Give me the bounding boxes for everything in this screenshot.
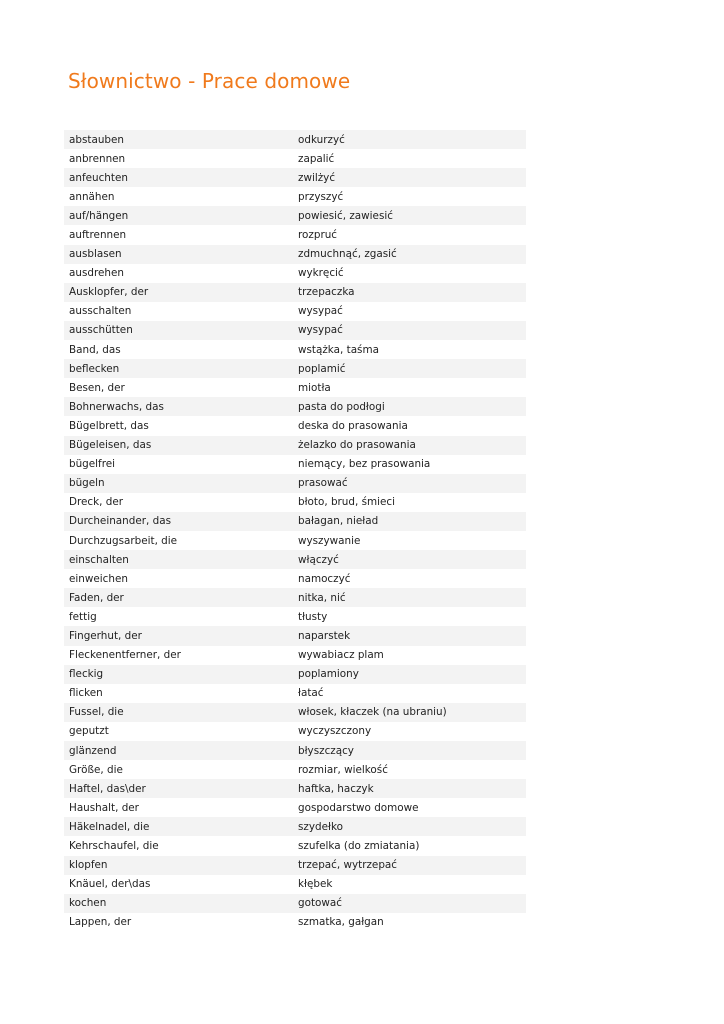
polish-translation: wyczyszczony bbox=[298, 725, 372, 738]
polish-translation: gospodarstwo domowe bbox=[298, 801, 419, 814]
german-term: annähen bbox=[69, 190, 115, 203]
german-term: Ausklopfer, der bbox=[69, 286, 149, 299]
polish-translation: zapalić bbox=[298, 152, 335, 165]
german-term: Bügelbrett, das bbox=[69, 419, 149, 432]
table-row bbox=[64, 130, 526, 149]
polish-translation: kłębek bbox=[298, 878, 333, 891]
polish-translation: poplamić bbox=[298, 362, 346, 375]
table-row bbox=[64, 416, 526, 435]
polish-translation: trzepać, wytrzepać bbox=[298, 859, 397, 872]
german-term: geputzt bbox=[69, 725, 109, 738]
table-row bbox=[64, 149, 526, 168]
table-row bbox=[64, 741, 526, 760]
polish-translation: rozpruć bbox=[298, 229, 338, 242]
german-term: auftrennen bbox=[69, 229, 127, 242]
table-row bbox=[64, 321, 526, 340]
table-row bbox=[64, 531, 526, 550]
german-term: Haushalt, der bbox=[69, 801, 139, 814]
polish-translation: gotować bbox=[298, 897, 342, 910]
polish-translation: tłusty bbox=[298, 610, 328, 623]
german-term: ausblasen bbox=[69, 248, 122, 261]
german-term: Fleckenentferner, der bbox=[69, 649, 181, 662]
table-row bbox=[64, 550, 526, 569]
polish-translation: łatać bbox=[298, 687, 324, 700]
polish-translation: wykręcić bbox=[298, 267, 344, 280]
german-term: Kehrschaufel, die bbox=[69, 840, 159, 853]
german-term: Besen, der bbox=[69, 381, 125, 394]
polish-translation: błyszczący bbox=[298, 744, 354, 757]
polish-translation: włosek, kłaczek (na ubraniu) bbox=[298, 706, 447, 719]
german-term: fleckig bbox=[69, 668, 104, 681]
german-term: klopfen bbox=[69, 859, 108, 872]
polish-translation: nitka, nić bbox=[298, 591, 346, 604]
table-row bbox=[64, 856, 526, 875]
polish-translation: pasta do podłogi bbox=[298, 400, 385, 413]
table-row bbox=[64, 817, 526, 836]
german-term: anfeuchten bbox=[69, 171, 128, 184]
table-row bbox=[64, 703, 526, 722]
page-title: Słownictwo - Prace domowe bbox=[68, 69, 351, 93]
german-term: anbrennen bbox=[69, 152, 126, 165]
polish-translation: szufelka (do zmiatania) bbox=[298, 840, 420, 853]
table-row bbox=[64, 894, 526, 913]
polish-translation: bałagan, nieład bbox=[298, 515, 379, 528]
vocabulary-table bbox=[64, 130, 526, 932]
german-term: glänzend bbox=[69, 744, 117, 757]
german-term: Fussel, die bbox=[69, 706, 124, 719]
german-term: Faden, der bbox=[69, 591, 124, 604]
polish-translation: odkurzyć bbox=[298, 133, 345, 146]
table-row bbox=[64, 836, 526, 855]
german-term: Bügeleisen, das bbox=[69, 439, 152, 452]
german-term: Durcheinander, das bbox=[69, 515, 171, 528]
polish-translation: niemący, bez prasowania bbox=[298, 458, 431, 471]
polish-translation: włączyć bbox=[298, 553, 339, 566]
polish-translation: wywabiacz plam bbox=[298, 649, 384, 662]
polish-translation: przyszyć bbox=[298, 190, 344, 203]
table-row bbox=[64, 397, 526, 416]
german-term: Bohnerwachs, das bbox=[69, 400, 164, 413]
polish-translation: wysypać bbox=[298, 324, 343, 337]
polish-translation: błoto, brud, śmieci bbox=[298, 496, 396, 509]
polish-translation: trzepaczka bbox=[298, 286, 355, 299]
german-term: Dreck, der bbox=[69, 496, 124, 509]
table-row bbox=[64, 378, 526, 397]
polish-translation: rozmiar, wielkość bbox=[298, 763, 388, 776]
table-row bbox=[64, 665, 526, 684]
german-term: Band, das bbox=[69, 343, 121, 356]
polish-translation: naparstek bbox=[298, 629, 351, 642]
table-row bbox=[64, 264, 526, 283]
polish-translation: haftka, haczyk bbox=[298, 782, 374, 795]
polish-translation: żelazko do prasowania bbox=[298, 439, 416, 452]
table-row bbox=[64, 646, 526, 665]
polish-translation: wyszywanie bbox=[298, 534, 361, 547]
table-row bbox=[64, 913, 526, 932]
german-term: Haftel, das\der bbox=[69, 782, 146, 795]
polish-translation: powiesić, zawiesić bbox=[298, 209, 393, 222]
table-row bbox=[64, 569, 526, 588]
german-term: bügelfrei bbox=[69, 458, 116, 471]
german-term: Lappen, der bbox=[69, 916, 132, 929]
german-term: kochen bbox=[69, 897, 107, 910]
table-row bbox=[64, 187, 526, 206]
table-row bbox=[64, 493, 526, 512]
table-row bbox=[64, 607, 526, 626]
table-row bbox=[64, 588, 526, 607]
table-row bbox=[64, 455, 526, 474]
german-term: ausdrehen bbox=[69, 267, 124, 280]
table-row bbox=[64, 760, 526, 779]
polish-translation: szmatka, gałgan bbox=[298, 916, 384, 929]
german-term: ausschütten bbox=[69, 324, 133, 337]
table-row bbox=[64, 206, 526, 225]
polish-translation: wstążka, taśma bbox=[298, 343, 379, 356]
german-term: Größe, die bbox=[69, 763, 123, 776]
german-term: einschalten bbox=[69, 553, 129, 566]
polish-translation: wysypać bbox=[298, 305, 343, 318]
german-term: Häkelnadel, die bbox=[69, 820, 150, 833]
table-row bbox=[64, 225, 526, 244]
german-term: auf/hängen bbox=[69, 209, 129, 222]
table-row bbox=[64, 168, 526, 187]
german-term: bügeln bbox=[69, 477, 105, 490]
german-term: beflecken bbox=[69, 362, 120, 375]
german-term: Fingerhut, der bbox=[69, 629, 142, 642]
german-term: Knäuel, der\das bbox=[69, 878, 151, 891]
table-row bbox=[64, 722, 526, 741]
polish-translation: szydełko bbox=[298, 820, 343, 833]
german-term: abstauben bbox=[69, 133, 124, 146]
table-row bbox=[64, 798, 526, 817]
german-term: ausschalten bbox=[69, 305, 132, 318]
table-row bbox=[64, 779, 526, 798]
table-row bbox=[64, 512, 526, 531]
polish-translation: deska do prasowania bbox=[298, 419, 408, 432]
table-row bbox=[64, 474, 526, 493]
table-row bbox=[64, 875, 526, 894]
table-row bbox=[64, 283, 526, 302]
polish-translation: namoczyć bbox=[298, 572, 351, 585]
polish-translation: zwilżyć bbox=[298, 171, 336, 184]
table-row bbox=[64, 359, 526, 378]
table-row bbox=[64, 684, 526, 703]
german-term: flicken bbox=[69, 687, 103, 700]
table-row bbox=[64, 245, 526, 264]
polish-translation: prasować bbox=[298, 477, 348, 490]
german-term: einweichen bbox=[69, 572, 128, 585]
table-row bbox=[64, 626, 526, 645]
german-term: fettig bbox=[69, 610, 97, 623]
table-row bbox=[64, 436, 526, 455]
table-row bbox=[64, 302, 526, 321]
german-term: Durchzugsarbeit, die bbox=[69, 534, 178, 547]
polish-translation: poplamiony bbox=[298, 668, 359, 681]
polish-translation: zdmuchnąć, zgasić bbox=[298, 248, 397, 261]
polish-translation: miotła bbox=[298, 381, 331, 394]
table-row bbox=[64, 340, 526, 359]
